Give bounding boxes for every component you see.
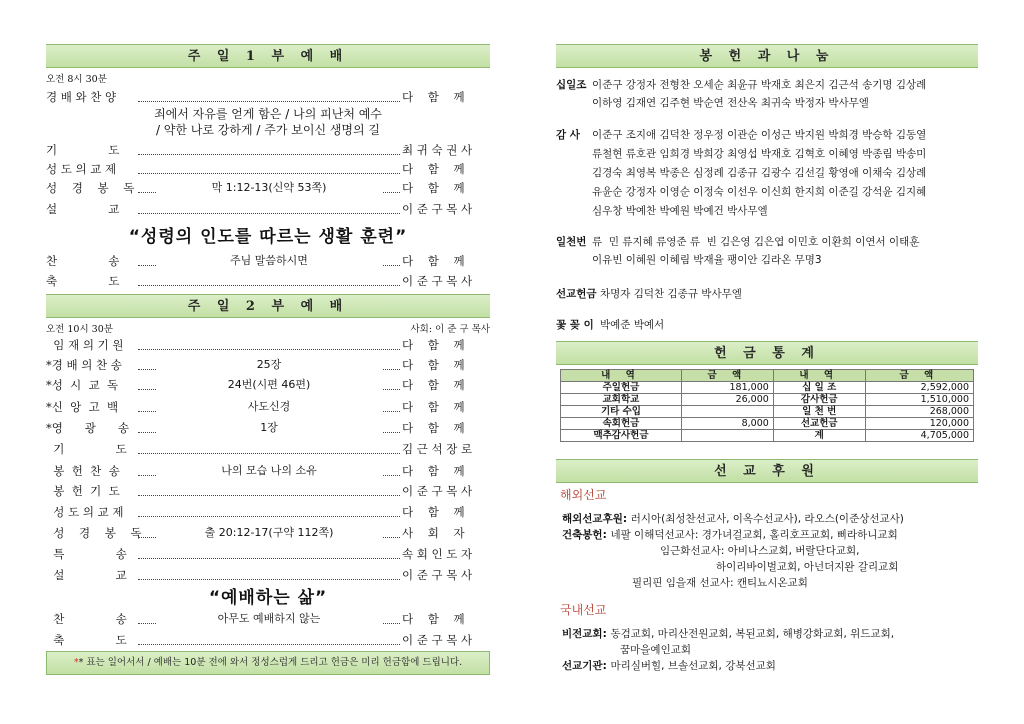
order-row <box>46 545 490 563</box>
service1-time: 오전 8시 30분 <box>46 74 107 85</box>
order-row <box>46 631 490 649</box>
thanks-line-3: 김경숙 최영복 박종은 심정례 김종규 김광수 김선길 황영애 이채숙 김상례 <box>592 167 927 179</box>
flower-names: 박예준 박예서 <box>600 319 665 331</box>
cell: 십 일 조 <box>773 382 865 394</box>
order-item-label: 성 경 봉 독 <box>46 526 142 540</box>
dotted-leader <box>138 100 400 102</box>
overseas-value: 네팔 이해덕선교사: 경가녀걸교회, 홀리호프교회, 삐라하니교회 <box>610 529 898 541</box>
cell: 181,000 <box>681 382 773 394</box>
overseas-heading: 해외선교 <box>560 488 607 502</box>
mission-header: 선 교 후 원 <box>556 459 978 483</box>
cell: 1,510,000 <box>865 394 973 406</box>
overseas-line-1 <box>562 511 904 527</box>
service2-header: 주 일 2 부 예 배 <box>46 294 490 318</box>
dotted-leader <box>138 494 400 496</box>
cell: 120,000 <box>865 418 973 430</box>
order-item-detail: 25장 <box>156 356 382 374</box>
order-item-detail: 주님 말씀하시면 <box>156 252 382 270</box>
thanks-line-5: 심우창 박예찬 박예원 박예건 박사무엘 <box>592 205 768 217</box>
order-item-detail: 출 20:12-17(구약 112쪽) <box>156 524 382 542</box>
order-item-detail: 나의 모습 나의 소유 <box>156 462 382 480</box>
order-row <box>46 376 490 394</box>
mission-offering-names: 차명자 김덕찬 김종규 박사무엘 <box>600 288 742 300</box>
order-row <box>46 336 490 354</box>
cell: 주일헌금 <box>561 382 682 394</box>
overseas-line-4: 하이리바이벌교회, 아넌더지완 갈리교회 <box>716 561 899 573</box>
table-row <box>561 430 974 442</box>
order-item-label: 특 송 <box>46 547 127 561</box>
order-item-label: 봉 헌 찬 송 <box>46 464 120 478</box>
cell: 268,000 <box>865 406 973 418</box>
offering-stats-table <box>560 369 974 442</box>
cell <box>681 406 773 418</box>
service2-time: 오전 10시 30분 <box>46 324 113 335</box>
order-row <box>46 482 490 500</box>
service2-sermon-title: “예배하는 삶” <box>208 588 328 608</box>
table-row <box>561 382 974 394</box>
order-item-performer: 이 준 구 목 사 <box>402 633 473 647</box>
order-item-label: 임 재 의 기 원 <box>46 338 124 352</box>
order-item-label: 축 도 <box>46 274 120 288</box>
order-row <box>46 566 490 584</box>
order-row <box>46 200 490 218</box>
order-row <box>46 141 490 159</box>
mission-offering-label: 선교헌금 <box>556 288 597 300</box>
cell: 선교헌금 <box>773 418 865 430</box>
star-mark: * <box>73 657 79 668</box>
order-row <box>46 462 490 480</box>
order-row <box>46 440 490 458</box>
dotted-leader <box>138 172 400 174</box>
order-item-label: *신 앙 고 백 <box>46 400 119 414</box>
overseas-key: 해외선교후원: <box>562 513 631 525</box>
overseas-line-5: 필리핀 임을재 선교사: 캔티뇨시온교회 <box>632 577 808 589</box>
cell: 속회헌금 <box>561 418 682 430</box>
order-item-label: 기 도 <box>46 442 127 456</box>
flower-label: 꽃 꽂 이 <box>556 319 594 331</box>
col-amount-1: 금 액 <box>681 370 773 382</box>
dotted-leader <box>138 212 400 214</box>
order-item-performer: 사 회 자 <box>402 526 465 540</box>
thanks-label: 감 사 <box>556 129 580 141</box>
order-item-performer: 김 근 석 장 로 <box>402 442 473 456</box>
order-row <box>46 252 490 270</box>
cell: 교회학교 <box>561 394 682 406</box>
order-item-performer: 다 함 께 <box>402 612 465 626</box>
order-item-detail: 24번(시편 46편) <box>156 376 382 394</box>
order-item-performer: 다 함 께 <box>402 421 465 435</box>
order-item-label: 성 경 봉 독 <box>46 181 135 195</box>
col-item-2: 내 역 <box>773 370 865 382</box>
order-item-performer: 다 함 께 <box>402 90 465 104</box>
order-item-performer: 다 함 께 <box>402 254 465 268</box>
weekly-label: 일천번 <box>556 236 587 248</box>
dotted-leader <box>138 515 400 517</box>
dotted-leader <box>138 557 400 559</box>
order-item-detail: 사도신경 <box>156 398 382 416</box>
cell: 기타 수입 <box>561 406 682 418</box>
order-row <box>46 356 490 374</box>
footer-note-text: * 표는 일어서서 / 예배는 10분 전에 와서 정성스럽게 드리고 헌금은 미리 헌금함에 드립니다. <box>78 657 463 668</box>
order-item-performer: 다 함 께 <box>402 400 465 414</box>
cell: 일 천 번 <box>773 406 865 418</box>
order-item-detail: 아무도 예배하지 않는 <box>156 610 382 628</box>
order-item-performer: 다 함 께 <box>402 181 465 195</box>
order-item-label: 기 도 <box>46 143 120 157</box>
stats-header-row <box>561 370 974 382</box>
order-item-label: 찬 송 <box>46 254 120 268</box>
dotted-leader <box>138 643 400 645</box>
weekly-line-1: 류 민 류지혜 류영준 류 빈 김은영 김은엽 이민호 이환희 이연서 이태훈 <box>592 236 920 248</box>
dotted-leader <box>138 578 400 580</box>
hymn-verse-line-2: / 약한 나로 강하게 / 주가 보이신 생명의 길 <box>155 123 381 137</box>
order-row <box>46 160 490 178</box>
order-item-label: *경 배 의 찬 송 <box>46 358 122 372</box>
order-item-label: 성 도 의 교 제 <box>46 505 124 519</box>
cell: 맥추감사헌금 <box>561 430 682 442</box>
dotted-leader <box>138 153 400 155</box>
table-row <box>561 418 974 430</box>
order-item-performer: 다 함 께 <box>402 358 465 372</box>
overseas-value: 러시아(최성찬선교사, 이옥수선교사), 라오스(이준상선교사) <box>630 513 904 525</box>
col-item-1: 내 역 <box>561 370 682 382</box>
order-item-performer: 다 함 께 <box>402 505 465 519</box>
dotted-leader <box>138 284 400 286</box>
cell: 감사헌금 <box>773 394 865 406</box>
weekly-line-2: 이유빈 이혜원 이혜림 박재율 팽이안 김라온 무명3 <box>592 254 822 266</box>
cell: 8,000 <box>681 418 773 430</box>
order-item-performer: 이 준 구 목 사 <box>402 202 473 216</box>
domestic-value: 동검교회, 마리산전원교회, 복된교회, 해병강화교회, 위드교회, <box>610 628 895 640</box>
order-item-detail: 막 1:12-13(신약 53쪽) <box>156 179 382 197</box>
cell: 2,592,000 <box>865 382 973 394</box>
order-row <box>46 503 490 521</box>
order-item-performer: 최 귀 숙 권 사 <box>402 143 473 157</box>
dotted-leader <box>138 348 400 350</box>
domestic-key: 비전교회: <box>562 628 611 640</box>
order-row <box>46 88 490 106</box>
order-item-label: 축 도 <box>46 633 127 647</box>
order-item-performer: 다 함 께 <box>402 338 465 352</box>
order-row <box>46 179 490 197</box>
order-item-label: 설 교 <box>46 202 120 216</box>
col-amount-2: 금 액 <box>865 370 973 382</box>
order-row <box>46 272 490 290</box>
order-item-label: *영 광 송 <box>46 421 129 435</box>
order-row <box>46 524 490 542</box>
thanks-line-4: 유윤순 강정자 이영순 이정숙 이선우 이신희 한지희 이준길 강석윤 김지혜 <box>592 186 927 198</box>
hymn-verse-line-1: 죄에서 자유를 얻게 함은 / 나의 피난처 예수 <box>154 107 382 121</box>
service1-header: 주 일 1 부 예 배 <box>46 44 490 68</box>
tithe-label: 십일조 <box>556 79 587 91</box>
thanks-line-2: 류철현 류호관 임희경 박희강 최영섭 박재호 김혁호 이혜영 박종림 박송미 <box>592 148 927 160</box>
domestic-heading: 국내선교 <box>560 603 607 617</box>
order-item-label: 봉 헌 기 도 <box>46 484 120 498</box>
domestic-line-2: 꿈마을예인교회 <box>620 644 692 656</box>
overseas-line-2 <box>562 527 898 543</box>
order-item-performer: 이 준 구 목 사 <box>402 568 473 582</box>
tithe-line-2: 이하영 김재연 김주현 박순연 전산옥 최귀숙 박정자 박사무엘 <box>592 97 869 109</box>
order-item-label: 찬 송 <box>46 612 127 626</box>
stats-header: 헌 금 통 계 <box>556 341 978 365</box>
domestic-value: 마리실버힐, 브솔선교회, 강북선교회 <box>610 660 776 672</box>
thanks-line-1: 이준구 조지애 김덕찬 정우정 이관순 이성근 박지원 박희경 박승학 김동열 <box>592 129 927 141</box>
cell: 4,705,000 <box>865 430 973 442</box>
domestic-line-3 <box>562 658 776 674</box>
order-row <box>46 610 490 628</box>
order-item-performer: 다 함 께 <box>402 464 465 478</box>
order-item-performer: 이 준 구 목 사 <box>402 274 473 288</box>
order-item-label: 경 배 와 찬 양 <box>46 90 117 104</box>
order-item-performer: 속 회 인 도 자 <box>402 547 473 561</box>
order-item-detail: 1장 <box>156 419 382 437</box>
footer-note <box>46 651 490 675</box>
cell <box>681 430 773 442</box>
table-row <box>561 406 974 418</box>
order-item-performer: 다 함 께 <box>402 162 465 176</box>
table-row <box>561 394 974 406</box>
order-row <box>46 419 490 437</box>
dotted-leader <box>138 452 400 454</box>
order-row <box>46 398 490 416</box>
cell: 계 <box>773 430 865 442</box>
order-item-performer: 이 준 구 목 사 <box>402 484 473 498</box>
order-item-label: 설 교 <box>46 568 127 582</box>
tithe-line-1: 이준구 강정자 전형찬 오세순 최윤규 박재호 최은지 김근석 송기명 김상례 <box>592 79 927 91</box>
order-item-label: 성 도 의 교 제 <box>46 162 117 176</box>
service2-host: 사회: 이 준 구 목사 <box>410 324 490 335</box>
offering-header: 봉 헌 과 나 눔 <box>556 44 978 68</box>
service1-sermon-title: “성령의 인도를 따르는 생활 훈련” <box>128 227 408 247</box>
order-item-label: *성 시 교 독 <box>46 378 119 392</box>
overseas-key: 건축봉헌: <box>562 529 611 541</box>
domestic-line-1 <box>562 626 894 642</box>
overseas-line-3: 임근화선교사: 아비나스교회, 버랄단다교회, <box>660 545 860 557</box>
order-item-performer: 다 함 께 <box>402 378 465 392</box>
domestic-key: 선교기관: <box>562 660 611 672</box>
cell: 26,000 <box>681 394 773 406</box>
